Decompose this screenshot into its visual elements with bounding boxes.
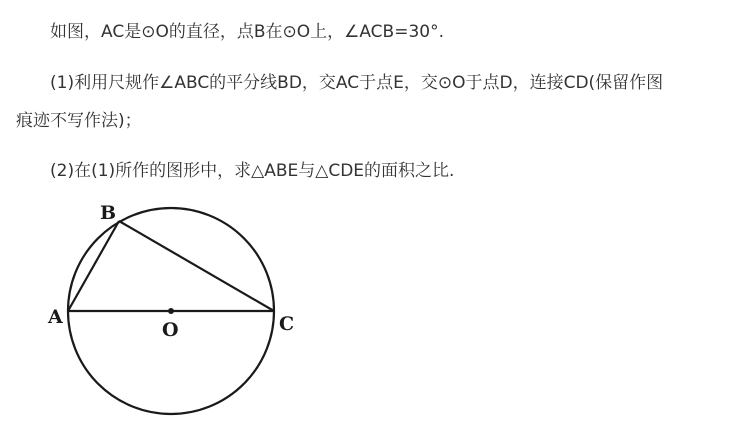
- center-point-o: [168, 308, 174, 314]
- problem-statement: 如图，AC是⊙O的直径，点B在⊙O上，∠ACB=30°.: [50, 22, 444, 42]
- label-c: C: [279, 313, 295, 335]
- label-b: B: [100, 202, 117, 224]
- part2-text: (2)在(1)所作的图形中，求△ABE与△CDE的面积之比.: [50, 161, 455, 181]
- part1-text-line1: (1)利用尺规作∠ABC的平分线BD，交AC于点E，交⊙O于点D，连接CD(保留作图: [50, 73, 664, 93]
- label-a: A: [48, 306, 63, 328]
- part1-text-line2: 痕迹不写作法)；: [16, 111, 142, 131]
- label-o: O: [162, 319, 179, 341]
- segment-bc: [119, 221, 274, 311]
- segment-ab: [68, 221, 119, 311]
